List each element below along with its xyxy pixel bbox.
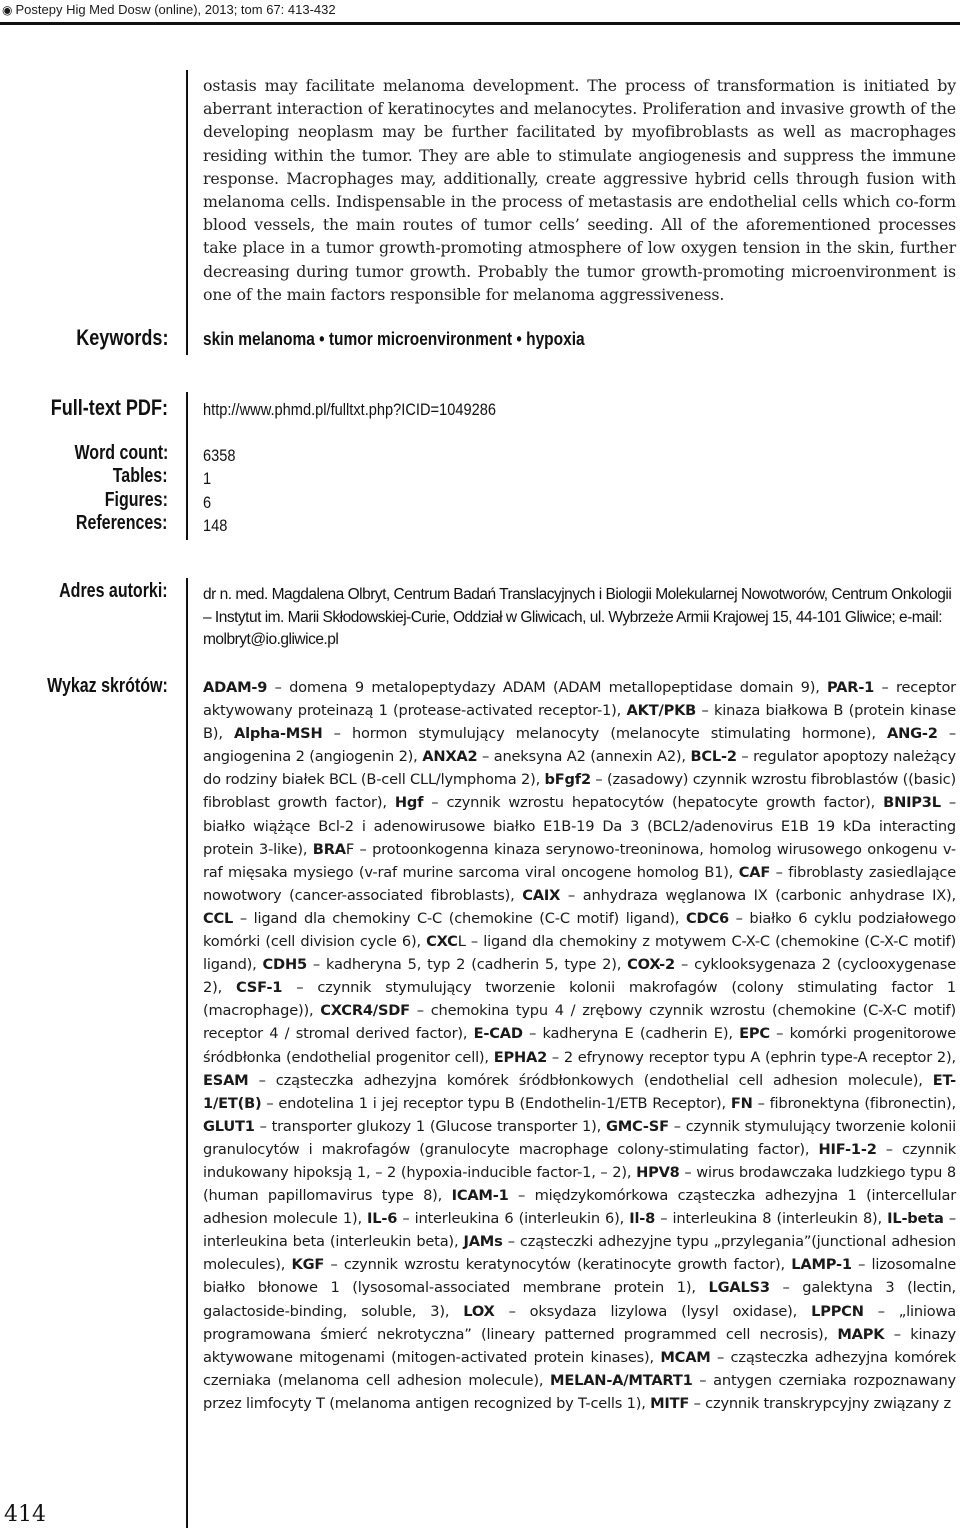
bullet-circle-icon: ◉	[2, 3, 13, 17]
column-rule-lower	[186, 578, 188, 1528]
abbreviation-term: JAMs	[463, 1233, 503, 1251]
abbreviation-description: angiogenina 2 (angiogenin 2)	[203, 748, 414, 766]
abbreviation-term: LAMP-1	[791, 1256, 852, 1274]
abbreviation-entry: MAPK – kinazy aktywowane mitogenami (mitogen-activated protein kinases),	[203, 1325, 956, 1366]
abbreviation-description: oksydaza lizylowa (lysyl oxidase)	[529, 1302, 793, 1320]
abbreviation-entry: E-CAD – kadheryna E (cadherin E),	[473, 1025, 740, 1043]
abbreviation-entry: AKT/PKB – kinaza białkowa B (protein kinase B),	[203, 702, 957, 743]
abbreviation-term: CCL	[203, 909, 234, 927]
abbreviation-entry: MCAM – cząsteczka adhezyjna komórek czerniaka (melanoma cell adhesion molecule),	[203, 1348, 956, 1389]
keyword: skin melanoma	[203, 329, 315, 349]
abbreviation-term: COX-2	[627, 956, 675, 974]
abbreviation-description: czynnik stymulujący tworzenie kolonii makrofagów (colony stimulating factor 1 (macrophage))	[203, 979, 956, 1020]
abbreviation-term: AKT/PKB	[626, 702, 697, 720]
fulltext-link[interactable]: http://www.phmd.pl/fulltxt.php?ICID=1049286	[203, 400, 496, 419]
abbreviation-entry: LAMP-1 – lizosomalne białko błonowe 1 (lysosomal-associated membrane protein 1),	[203, 1256, 956, 1297]
references-value: 148	[203, 516, 228, 535]
abbreviation-entry: IL-6 – interleukina 6 (interleukin 6),	[367, 1210, 630, 1228]
abbreviation-entry: MITF – czynnik transkrypcyjny związany z	[650, 1394, 952, 1412]
abbreviation-description: interleukina 6 (interleukin 6)	[414, 1210, 620, 1228]
abbreviation-entry: BNIP3L – białko wiążące Bcl-2 i adenowirusowe białko E1B-19 Da 3 (BCL2/adenovirus E1B 19 kDa interacting protein 3-like),	[203, 794, 956, 858]
abbreviation-entry: ESAM – cząsteczka adhezyjna komórek śródbłonkowych (endothelial cell adhesion molecule),	[203, 1071, 933, 1089]
abbreviation-term: CDC6	[686, 909, 729, 927]
abstract-sentence: ostasis may facilitate melanoma development. The process of transformation is initiated by aberrant interaction of keratinocytes and melanocytes.	[203, 76, 956, 119]
abbreviation-description: „liniowa programowana śmierć nekrotyczna” (lineary patterned programmed cell necrosis)	[203, 1302, 956, 1343]
abbreviation-description: antygen czerniaka rozpoznawany przez limfocyty T (melanoma antigen recognized by T-cells 1)	[203, 1371, 956, 1412]
abbreviation-term: LOX	[463, 1302, 495, 1320]
abbreviation-term: LGALS3	[708, 1279, 770, 1297]
abbreviation-term-suffix: L	[457, 933, 466, 951]
abbreviation-entry: ADAM-9 – domena 9 metalopeptydazy ADAM (ADAM metallopeptidase domain 9),	[203, 679, 828, 696]
abbreviation-description: fibronektyna (fibronectin)	[769, 1094, 952, 1112]
abbreviation-description: wirus brodawczaka ludzkiego typu 8 (human papillomavirus type 8)	[203, 1163, 956, 1205]
abstract-sentence: Indispensable in the process of metastasis are endothelial cells which co-form blood vessels, the main routes of tumor cells’ seeding.	[203, 192, 956, 235]
abbreviation-description: cząsteczka adhezyjna komórek śródbłonkowych (endothelial cell adhesion molecule)	[275, 1071, 919, 1089]
abbreviation-term-suffix: F	[345, 840, 355, 858]
abbreviation-term: KGF	[291, 1256, 325, 1274]
abbreviation-description: kinazy aktywowane mitogenami (mitogen-activated protein kinases)	[203, 1325, 956, 1366]
abbreviation-term: ANG-2	[886, 725, 938, 743]
abbreviation-term: ET-1/ET(B)	[203, 1071, 956, 1112]
keywords-list	[203, 329, 585, 350]
abbreviation-entry: FN – fibronektyna (fibronectin),	[730, 1094, 956, 1112]
abbreviation-description: czynnik wzrostu hepatocytów (hepatocyte growth factor)	[446, 794, 871, 812]
abbreviation-description: 2 efrynowy receptor typu A (ephrin type-A receptor 2)	[563, 1048, 952, 1066]
abstract-text	[203, 74, 956, 306]
abbreviation-term: LPPCN	[811, 1302, 864, 1320]
word-count-label: Word count:	[74, 442, 168, 464]
abbreviations-list	[203, 676, 956, 1415]
abbreviation-entry: Il-8 – interleukina 8 (interleukin 8),	[629, 1210, 888, 1228]
figures-label: Figures:	[104, 489, 168, 511]
abbreviation-entry: ICAM-1 – międzykomórkowa cząsteczka adhezyjna 1 (intercellular adhesion molecule 1),	[203, 1187, 957, 1228]
abbreviation-entry: BRAF – protoonkogenna kinaza serynowo-treoninowa, homolog wirusowego onkogenu v-raf mięsaka mysiego (v-raf murine sarcoma viral oncogene homolog B1),	[203, 840, 957, 881]
column-rule-upper	[186, 70, 188, 355]
abbreviations-label: Wykaz skrótów:	[47, 675, 168, 697]
abstract-sentence: Macrophages may, additionally, create aggressive hybrid cells through fusion with melanoma cells.	[203, 168, 956, 212]
abbreviation-description: czynnik transkrypcyjny związany z	[705, 1394, 952, 1412]
keyword: hypoxia	[526, 329, 585, 349]
abbreviation-term: GMC-SF	[605, 1117, 669, 1135]
abbreviation-term: MELAN-A/MTART1	[550, 1371, 693, 1389]
abbreviation-term: EPHA2	[493, 1048, 548, 1066]
abbreviation-entry: JAMs – cząsteczki adhezyjne typu „przylegania”(junctional adhesion molecules),	[203, 1233, 956, 1274]
abstract-sentence: Proliferation and invasive growth of the developing neoplasm may be further facilitated by myofibroblasts as well as macrophages residing within the tumor.	[203, 99, 956, 165]
abbreviation-entry: ANG-2 – angiogenina 2 (angiogenin 2),	[203, 725, 956, 766]
abbreviation-entry: HIF-1-2 – czynnik indukowany hipoksją 1, – 2 (hypoxia-inducible factor-1, – 2),	[203, 1140, 956, 1181]
abbreviation-description: anhydraza węglanowa IX (carbonic anhydrase IX)	[582, 886, 952, 904]
abbreviation-entry: CSF-1 – czynnik stymulujący tworzenie kolonii makrofagów (colony stimulating factor 1 (macrophage)),	[203, 979, 956, 1020]
abbreviation-description: białko 6 cyklu podziałowego komórki (cell division cycle 6)	[203, 909, 956, 951]
abbreviation-description: hormon stymulujący melanocyty (melanocyte stimulating hormone)	[352, 725, 872, 743]
abbreviation-term: FN	[730, 1094, 753, 1112]
word-count-value: 6358	[203, 446, 236, 465]
abbreviation-term: CDH5	[262, 956, 307, 974]
abbreviation-term: E-CAD	[473, 1025, 523, 1043]
abbreviation-term: BCL-2	[690, 748, 737, 766]
abbreviation-term: CXCR4/SDF	[320, 1002, 410, 1020]
abbreviation-entry: HPV8 – wirus brodawczaka ludzkiego typu 8 (human papillomavirus type 8),	[203, 1163, 956, 1205]
keywords-label: Keywords:	[75, 325, 168, 350]
abbreviation-term: MAPK	[837, 1325, 885, 1343]
abbreviation-term: ADAM-9	[203, 679, 268, 696]
abbreviation-term: MITF	[650, 1394, 690, 1412]
abbreviation-entry: EPC – komórki progenitorowe śródbłonka (endothelial progenitor cell),	[203, 1025, 956, 1066]
tables-label: Tables:	[113, 465, 168, 487]
abbreviation-description: (zasadowy) czynnik wzrostu fibroblastów ((basic) fibroblast growth factor)	[203, 771, 956, 812]
abbreviation-description: czynnik indukowany hipoksją 1, – 2 (hypoxia-inducible factor-1, – 2)	[203, 1140, 956, 1181]
abbreviation-entry: EPHA2 – 2 efrynowy receptor typu A (ephrin type-A receptor 2),	[493, 1048, 956, 1066]
fulltext-label: Full-text PDF:	[50, 395, 168, 420]
abbreviation-entry: CCL – ligand dla chemokiny C-C (chemokine (C-C motif) ligand),	[203, 909, 687, 927]
abbreviation-term: Alpha-MSH	[233, 725, 323, 743]
abbreviation-entry: LOX – oksydaza lizylowa (lysyl oxidase),	[463, 1302, 812, 1320]
abbreviation-entry: CAIX – anhydraza węglanowa IX (carbonic anhydrase IX),	[522, 886, 956, 904]
abbreviation-term: EPC	[739, 1025, 770, 1043]
journal-header	[0, 0, 960, 25]
abbreviation-description: galektyna 3 (lectin, galactoside-binding, soluble, 3)	[203, 1279, 956, 1320]
abbreviation-description: ligand dla chemokiny z motywem C-X-C (chemokine (C-X-C motif) ligand)	[203, 933, 956, 974]
column-rule-middle	[186, 392, 188, 540]
abbreviation-entry: GMC-SF – czynnik stymulujący tworzenie kolonii granulocytów i makrofagów (granulocyte macrophage colony-stimulating factor),	[203, 1117, 956, 1158]
abbreviation-term: BRA	[312, 840, 346, 858]
abbreviation-term: CSF-1	[236, 979, 283, 997]
abbreviation-term: HPV8	[636, 1163, 680, 1181]
abbreviation-term: MCAM	[660, 1348, 711, 1366]
abbreviation-term: HIF-1-2	[818, 1140, 877, 1158]
references-label: References:	[76, 512, 168, 534]
abbreviation-term: Hgf	[394, 794, 424, 812]
abbreviation-entry: Hgf – czynnik wzrostu hepatocytów (hepatocyte growth factor),	[394, 794, 884, 812]
abbreviation-description: międzykomórkowa cząsteczka adhezyjna 1 (intercellular adhesion molecule 1)	[203, 1187, 957, 1228]
abbreviation-entry: BCL-2 – regulator apoptozy należący do rodziny białek BCL (B-cell CLL/lymphoma 2),	[203, 748, 956, 789]
abbreviation-description: interleukina 8 (interleukin 8)	[672, 1210, 878, 1228]
abbreviation-description: czynnik stymulujący tworzenie kolonii granulocytów i makrofagów (granulocyte macrophage colony-stimulating factor)	[203, 1117, 956, 1158]
abbreviation-description: aneksyna A2 (annexin A2)	[493, 748, 682, 766]
abbreviation-description: lizosomalne białko błonowe 1 (lysosomal-associated membrane protein 1)	[203, 1256, 956, 1297]
abbreviation-description: fibroblasty zasiedlające nowotwory (cancer-associated fibroblasts)	[203, 863, 956, 904]
abbreviation-entry: ET-1/ET(B) – endotelina 1 i jej receptor typu B (Endothelin-1/ETB Receptor),	[203, 1071, 956, 1112]
abbreviation-term: CXC	[426, 933, 458, 951]
abbreviation-description: komórki progenitorowe śródbłonka (endothelial progenitor cell)	[203, 1025, 956, 1066]
abbreviation-term: IL-beta	[887, 1210, 944, 1228]
abbreviation-term: CAIX	[522, 886, 561, 904]
abbreviation-description: endotelina 1 i jej receptor typu B (Endothelin-1/ETB Receptor)	[278, 1094, 722, 1112]
abbreviation-description: transporter glukozy 1 (Glucose transporter 1)	[271, 1117, 597, 1135]
abstract-sentence: Probably the tumor growth-promoting microenvironment is one of the main factors responsible for melanoma aggressiveness.	[203, 261, 956, 304]
abbreviation-entry: CDH5 – kadheryna 5, typ 2 (cadherin 5, type 2),	[262, 956, 628, 974]
abbreviation-term: CAF	[738, 863, 771, 881]
abbreviation-entry: PAR-1 – receptor aktywowany proteinazą 1 (protease-activated receptor-1),	[203, 679, 956, 720]
abbreviation-entry: CXCR4/SDF – chemokina typu 4 / zrębowy czynnik wzrostu (chemokine (C-X-C motif) receptor 4 / stromal derived factor),	[203, 1002, 956, 1043]
address-label: Adres autorki:	[59, 580, 168, 602]
abbreviation-description: domena 9 metalopeptydazy ADAM (ADAM metallopeptidase domain 9)	[289, 679, 816, 696]
abbreviation-description: czynnik wzrostu keratynocytów (keratinocyte growth factor)	[343, 1256, 781, 1274]
abbreviation-term: PAR-1	[827, 679, 875, 696]
keyword-separator: •	[319, 329, 325, 349]
journal-citation: Postepy Hig Med Dosw (online), 2013; tom 67: 413-432	[15, 2, 336, 17]
abbreviation-entry: LGALS3 – galektyna 3 (lectin, galactoside-binding, soluble, 3),	[203, 1279, 956, 1320]
abbreviation-entry: LPPCN – „liniowa programowana śmierć nekrotyczna” (lineary patterned programmed cell necrosis),	[203, 1302, 956, 1343]
abbreviation-description: interleukina beta (interleukin beta)	[203, 1233, 454, 1251]
abbreviation-entry: KGF – czynnik wzrostu keratynocytów (keratinocyte growth factor),	[291, 1256, 792, 1274]
abbreviation-term: GLUT1	[203, 1117, 255, 1135]
abbreviation-term: ESAM	[203, 1071, 249, 1089]
abbreviation-entry: GLUT1 – transporter glukozy 1 (Glucose transporter 1),	[203, 1117, 606, 1135]
abbreviation-description: cyklooksygenaza 2 (cyclooxygenase 2)	[203, 956, 956, 997]
abbreviation-description: kadheryna 5, typ 2 (cadherin 5, type 2)	[326, 956, 617, 974]
abbreviation-term: Il-8	[629, 1210, 656, 1228]
abbreviation-term: IL-6	[367, 1210, 398, 1228]
keyword-separator: •	[516, 329, 522, 349]
abbreviation-description: cząsteczka adhezyjna komórek czerniaka (melanoma cell adhesion molecule)	[203, 1348, 956, 1389]
abbreviation-term: ANXA2	[422, 748, 478, 766]
abbreviation-entry: CXCL – ligand dla chemokiny z motywem C-X-C (chemokine (C-X-C motif) ligand),	[203, 933, 956, 974]
abbreviation-description: protoonkogenna kinaza serynowo-treoninowa, homolog wirusowego onkogenu v-raf mięsaka mysiego (v-raf murine sarcoma viral oncogene homolog B1)	[203, 840, 957, 881]
abstract-sentence: All of the aforementioned processes take place in a tumor growth-promoting atmosphere of low oxygen tension in the skin, further decreasing during tumor growth.	[203, 215, 956, 281]
abbreviation-description: regulator apoptozy należący do rodziny białek BCL (B-cell CLL/lymphoma 2)	[203, 748, 956, 789]
abbreviation-entry: COX-2 – cyklooksygenaza 2 (cyclooxygenase 2),	[203, 956, 956, 997]
abbreviation-term: bFgf2	[544, 771, 591, 789]
abbreviation-entry: CAF – fibroblasty zasiedlające nowotwory (cancer-associated fibroblasts),	[203, 863, 956, 904]
abbreviation-description: ligand dla chemokiny C-C (chemokine (C-C motif) ligand)	[253, 909, 675, 927]
abbreviation-description: kadheryna E (cadherin E)	[542, 1025, 729, 1043]
abbreviation-entry: Alpha-MSH – hormon stymulujący melanocyty (melanocyte stimulating hormone),	[233, 725, 887, 743]
abbreviation-entry: IL-beta – interleukina beta (interleukin beta),	[203, 1210, 956, 1251]
figures-value: 6	[203, 493, 212, 512]
abbreviation-description: kinaza białkowa B (protein kinase B)	[203, 702, 957, 743]
abbreviation-entry: bFgf2 – (zasadowy) czynnik wzrostu fibroblastów ((basic) fibroblast growth factor),	[203, 771, 956, 812]
abbreviation-entry: MELAN-A/MTART1 – antygen czerniaka rozpoznawany przez limfocyty T (melanoma antigen recognized by T-cells 1),	[203, 1371, 956, 1412]
abstract-sentence: They are able to stimulate angiogenesis and suppress the immune response.	[203, 145, 956, 188]
address-text: dr n. med. Magdalena Olbryt, Centrum Badań Translacyjnych i Biologii Molekularnej Nowotworów, Centrum Onkologii – Instytut im. Marii Skłodowskiej-Curie, Oddział w Gliwicach, ul. Wybrzeże Armii Krajowej 15, 44-101 Gliwice; e-mail: molbryt@io.gliwice.pl	[203, 586, 952, 648]
abbreviation-term: BNIP3L	[883, 794, 941, 812]
abbreviation-description: chemokina typu 4 / zrębowy czynnik wzrostu (chemokine (C-X-C motif) receptor 4 / stromal derived factor)	[203, 1002, 956, 1043]
abbreviation-entry: ANXA2 – aneksyna A2 (annexin A2),	[422, 748, 691, 766]
tables-value: 1	[203, 469, 212, 488]
abbreviation-description: receptor aktywowany proteinazą 1 (protease-activated receptor-1)	[203, 679, 956, 720]
abbreviation-entry: CDC6 – białko 6 cyklu podziałowego komórki (cell division cycle 6),	[203, 909, 956, 951]
abbreviation-description: cząsteczki adhezyjne typu „przylegania”(junctional adhesion molecules)	[203, 1233, 956, 1274]
abbreviation-description: białko wiążące Bcl-2 i adenowirusowe białko E1B-19 Da 3 (BCL2/adenovirus E1B 19 kDa interacting protein 3-like)	[203, 817, 956, 858]
keyword: tumor microenvironment	[328, 329, 513, 349]
abbreviation-term: ICAM-1	[451, 1187, 509, 1205]
page-number: 414	[4, 1502, 46, 1527]
